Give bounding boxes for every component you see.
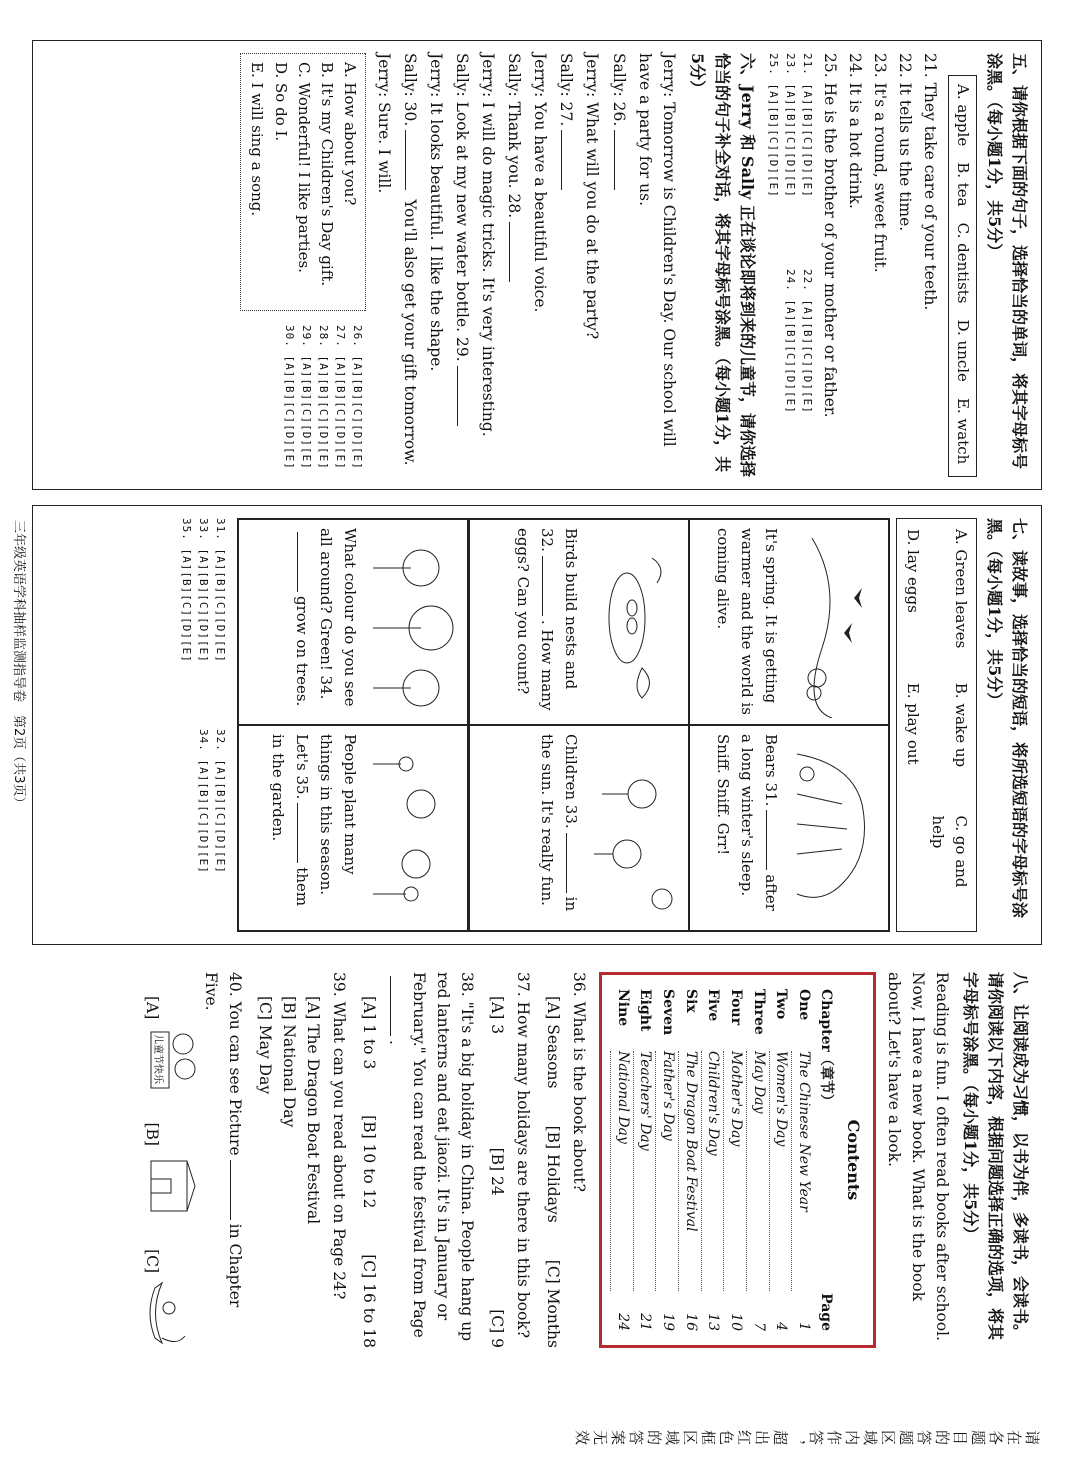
question-38-options <box>357 996 381 1348</box>
answer-blank <box>566 833 581 893</box>
answer-blank <box>614 130 629 190</box>
word-option: A. apple <box>954 84 973 147</box>
section-8-intro: Reading is fun. I often read books after school. Now, I have a new book. What is the book about? Let's have a look. <box>884 972 951 1342</box>
bubble-row-25[interactable]: 25. [A][B][C][D][E] <box>766 53 780 198</box>
question-24: 24. It is a hot drink. <box>846 53 865 209</box>
story-cell-trees <box>238 519 468 725</box>
phrase-option: D. lay eggs <box>903 529 922 613</box>
question-36: 36. What is the book about? <box>569 972 588 1192</box>
contents-table <box>599 972 876 1348</box>
story-cell-bears <box>689 725 889 931</box>
gate-picture <box>147 1151 197 1221</box>
option-a[interactable]: [A] 儿童节快乐 <box>140 996 197 1094</box>
dialog-line: Sally: Look at my new water bottle. 29. <box>450 53 474 477</box>
panel-middle <box>32 505 1042 945</box>
bubble-row-29[interactable]: 29. [A][B][C][D][E] <box>300 325 314 470</box>
answer-blank <box>766 810 781 870</box>
contents-row: Nine National Day 24 <box>610 989 633 1331</box>
bubble-row-24[interactable]: 24. [A][B][C][D][E] <box>784 269 798 414</box>
contents-row: Three May Day 7 <box>746 989 769 1331</box>
answer-bubbles-21-25 <box>765 53 816 477</box>
contents-row: Six The Dragon Boat Festival 16 <box>678 989 701 1331</box>
word-option: E. watch <box>954 397 973 465</box>
bubble-row-28[interactable]: 28. [A][B][C][D][E] <box>317 325 331 470</box>
dialog-line: Jerry: What will you do at the party? <box>583 53 602 340</box>
sentence-choice: D. So do I. <box>271 62 290 142</box>
question-38: 38. "It's a big holiday in China. People hang up red lanterns and eat jiaozi. It's in January or February." You can read the festival from Page. <box>385 972 476 1342</box>
option[interactable]: [C] Months <box>543 1259 562 1348</box>
option[interactable]: [C] May Day <box>255 996 274 1095</box>
story-grid-bottom <box>237 518 468 932</box>
story-text: Bears 31.after a long winter's sleep. Sniff. Sniff. Grr! <box>713 734 780 911</box>
dialog-line: Sally: 27. <box>554 53 578 477</box>
answer-blank <box>405 130 420 190</box>
answer-blank <box>297 803 312 863</box>
story-cell-children <box>469 725 689 931</box>
panel-left <box>32 40 1042 490</box>
answer-blank <box>561 130 576 190</box>
story-text: Children 33.in the sun. It's really fun. <box>537 734 580 912</box>
phrase-option: A. Green leaves <box>952 529 971 649</box>
bubble-row-21[interactable]: 21. [A][B][C][D][E] <box>801 53 815 198</box>
garden-illustration <box>373 734 461 924</box>
bubble-row-33[interactable]: 33. [A][B][C][D][E] <box>196 518 210 663</box>
sentence-choice: E. I will sing a song. <box>248 62 267 217</box>
bubble-row-27[interactable]: 27. [A][B][C][D][E] <box>334 325 348 470</box>
phrase-option: B. wake up <box>952 682 971 768</box>
children-playing-illustration <box>594 734 682 924</box>
answer-bubbles-26-30 <box>281 325 366 470</box>
story-cell-garden <box>238 725 468 931</box>
bubble-row-22[interactable]: 22. [A][B][C][D][E] <box>801 269 815 414</box>
story-cell-spring <box>689 519 889 725</box>
option[interactable]: [B] 24 <box>487 1147 506 1196</box>
swallows-illustration <box>794 528 882 718</box>
answer-bubbles-31-35 <box>178 518 229 932</box>
phrase-option: E. play out <box>903 682 922 765</box>
answer-blank <box>542 556 557 616</box>
dialog-line: Sally: 26. <box>607 53 631 477</box>
dialog-line: Jerry: It looks beautiful. I like the shape. <box>427 53 446 372</box>
story-grid <box>468 518 890 932</box>
section-5-title: 五、请你根据下面的句子，选择恰当的单词，将其字母标号涂黑。（每小题1分，共5分） <box>985 53 1029 470</box>
phrase-option: C. go and help <box>929 815 971 888</box>
question-37-options <box>485 996 509 1348</box>
dialog-line: Sally: 30. You'll also get your gift tomorrow. <box>401 53 420 466</box>
bird-nest-illustration <box>594 528 682 718</box>
trees-illustration <box>373 528 461 718</box>
sentence-choice: A. How about you? <box>341 62 360 206</box>
question-22: 22. It tells us the time. <box>896 53 915 232</box>
bubble-row-34[interactable]: 34. [A][B][C][D][E] <box>196 729 210 874</box>
contents-row: Two Women's Day 4 <box>769 989 792 1331</box>
answer-blank <box>509 222 524 282</box>
option[interactable]: [C] 9 <box>487 1309 506 1348</box>
answer-blank <box>457 366 472 426</box>
bubble-row-23[interactable]: 23. [A][B][C][D][E] <box>784 53 798 198</box>
answer-blank <box>390 976 405 1036</box>
children-day-picture <box>147 1024 197 1094</box>
option[interactable]: [B] 10 to 12 <box>359 1115 378 1209</box>
page-footer: 三年级英语学科抽样监测指导卷 第2页（共3页） <box>11 520 26 810</box>
option[interactable]: [A] 1 to 3 <box>359 996 378 1070</box>
contents-title: Contents <box>843 1119 863 1201</box>
sentence-choice: B. It's my Children's Day gift. <box>318 62 337 287</box>
question-39-options <box>253 996 325 1348</box>
question-40-options <box>140 996 197 1348</box>
option[interactable]: [A] The Dragon Boat Festival <box>303 996 322 1225</box>
contents-row: Eight Teachers' Day 21 <box>633 989 656 1331</box>
question-37: 37. How many holidays are there in this book? <box>513 972 532 1339</box>
contents-row: One The Chinese New Year 1 <box>791 989 814 1331</box>
option-b[interactable]: [B] <box>140 1122 197 1220</box>
word-option: B. tea <box>954 162 973 207</box>
answer-area-notice: 请在各题目的答题区域内作答，超出红色框区域的答案无效 <box>572 1428 1040 1446</box>
question-40: 40. You can see Picturein Chapter Five. <box>201 972 244 1308</box>
word-option: C. dentists <box>954 222 973 304</box>
dialog-line: Jerry: Tomorrow is Children's Day. Our school will have a party for us. <box>635 53 678 447</box>
dialog <box>372 53 680 477</box>
answer-blank <box>297 532 312 592</box>
contents-row: Seven Father's Day 19 <box>655 989 678 1331</box>
dialog-line: Jerry: You have a beautiful voice. <box>531 53 550 313</box>
answer-blank <box>230 1160 245 1220</box>
sentence-choice-box <box>240 53 366 311</box>
dialog-line: Jerry: Sure. I will. <box>375 53 394 194</box>
option[interactable]: [B] Holidays <box>543 1125 562 1223</box>
contents-row: Four Mother's Day 10 <box>723 989 746 1331</box>
bubble-row-31[interactable]: 31. [A][B][C][D][E] <box>213 518 227 663</box>
option[interactable]: [B] National Day <box>279 996 298 1128</box>
option-c[interactable]: [C] <box>140 1249 197 1348</box>
sentence-choice: C. Wonderful! I like parties. <box>294 62 313 273</box>
story-text: People plant many things in this season. Let's 35.them in the garden. <box>268 734 359 907</box>
story-text: It's spring. It is getting warmer and the world is coming alive. <box>713 528 780 716</box>
story-text: What colour do you see all around? Green! 34.grow on trees. <box>292 528 359 707</box>
dialog-line: Sally: Thank you. 28. <box>502 53 526 477</box>
story-cell-birds <box>469 519 689 725</box>
contents-row: Five Children's Day 13 <box>701 989 724 1331</box>
dragon-boat-picture <box>147 1278 197 1348</box>
tree-bear-illustration <box>794 734 882 924</box>
bubble-row-26[interactable]: 26. [A][B][C][D][E] <box>351 325 365 470</box>
dialog-line: Jerry: I will do magic tricks. It's very interesting. <box>479 53 498 437</box>
question-36-options <box>541 996 565 1348</box>
section-8-title: 八、让阅读成为习惯，以书为伴，多读书，会读书。请你阅读以下内容，根据问题选择正确的选项，将其字母标号涂黑。（每小题1分，共5分） <box>961 972 1030 1341</box>
question-25: 25. He is the brother of your mother or father. <box>821 53 840 418</box>
bubble-row-32[interactable]: 32. [A][B][C][D][E] <box>213 729 227 874</box>
contents-rows <box>610 989 814 1331</box>
option[interactable]: [A] Seasons <box>543 996 562 1089</box>
bubble-row-35[interactable]: 35. [A][B][C][D][E] <box>179 518 193 663</box>
contents-header: Chapter（章节） Page <box>817 989 834 1331</box>
story-text: Birds build nests and 32.. How many eggs? Can you count? <box>513 528 580 711</box>
question-21: 21. They take care of your teeth. <box>921 53 940 311</box>
option[interactable]: [A] 3 <box>487 996 506 1035</box>
picture-a-label: 儿童节快乐 <box>151 1034 163 1085</box>
section-7-title: 七、读故事，选择恰当的短语，将所选短语的字母标号涂黑。（每小题1分，共5分） <box>985 518 1029 919</box>
option[interactable]: [C] 16 to 18 <box>359 1254 378 1348</box>
panel-right <box>32 960 1042 1360</box>
bubble-row-30[interactable]: 30. [A][B][C][D][E] <box>283 325 297 470</box>
question-23: 23. It's a round, sweet fruit. <box>871 53 890 273</box>
section-5-word-box <box>948 75 977 477</box>
section-6-title: 六、Jerry 和 Sally 正在谈论即将到来的儿童节，请你选择恰当的句子补全对话，将其字母标号涂黑。（每小题1分，共5分） <box>688 53 757 477</box>
question-39: 39. What can you read about on Page 24? <box>329 972 348 1300</box>
section-7-phrase-box <box>896 518 978 932</box>
word-option: D. uncle <box>954 319 973 382</box>
